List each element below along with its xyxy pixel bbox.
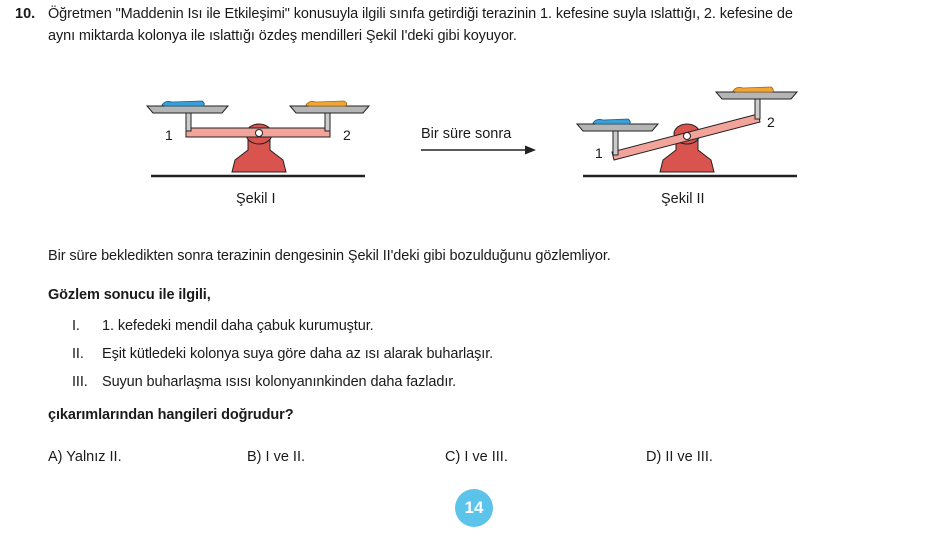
pan-1-label-right: 1 xyxy=(595,145,603,161)
arrow-head-icon xyxy=(525,146,536,155)
caption-sekil-2: Şekil II xyxy=(661,191,705,207)
option-d[interactable] xyxy=(646,449,713,465)
pan-2-left xyxy=(290,106,369,113)
option-b-letter: B) xyxy=(247,449,262,465)
arrow-text: Bir süre sonra xyxy=(421,126,512,142)
pivot-left xyxy=(256,130,263,137)
page-number-badge: 14 xyxy=(455,489,493,527)
pan-1-label-left: 1 xyxy=(165,127,173,143)
pivot-right xyxy=(684,133,691,140)
observation-text: Bir süre bekledikten sonra terazinin dengesinin Şekil II'deki gibi bozulduğunu gözlemliyor. xyxy=(48,248,611,264)
question-number: 10. xyxy=(15,6,36,22)
option-c-letter: C) xyxy=(445,449,461,465)
pan-1-left xyxy=(147,106,228,113)
question-stem-line-1: Öğretmen "Maddenin Isı ile Etkileşimi" konusuyla ilgili sınıfa getirdiği terazinin 1. kefesine suyla ıslattığı, 2. kefesine de xyxy=(48,6,793,22)
lead-in-text: Gözlem sonucu ile ilgili, xyxy=(48,287,211,303)
option-a-text: Yalnız II. xyxy=(66,449,122,465)
orange-cloth-icon xyxy=(306,101,347,106)
pan-2-label-right: 2 xyxy=(767,114,775,130)
option-d-letter: D) xyxy=(646,449,662,465)
option-b-text: I ve II. xyxy=(265,449,306,465)
question-stem-line-2: aynı miktarda kolonya ile ıslattığı özdeş mendilleri Şekil I'deki gibi koyuyor. xyxy=(48,28,517,44)
statement-3 xyxy=(72,374,456,390)
option-c-text: I ve III. xyxy=(464,449,508,465)
prompt-text: çıkarımlarından hangileri doğrudur? xyxy=(48,407,294,423)
statement-3-text: Suyun buharlaşma ısısı kolonyanınkinden daha fazladır. xyxy=(102,374,457,390)
statement-2-text: Eşit kütledeki kolonya suya göre daha az ısı alarak buharlaşır. xyxy=(102,346,494,362)
statement-1 xyxy=(72,318,374,334)
scale-tilted xyxy=(577,87,797,176)
scale-balanced xyxy=(147,101,369,176)
statement-2 xyxy=(72,346,493,362)
statement-2-numeral: II. xyxy=(72,346,84,362)
pan-2-label-left: 2 xyxy=(343,127,351,143)
caption-sekil-1: Şekil I xyxy=(236,191,276,207)
option-d-text: II ve III. xyxy=(665,449,713,465)
option-a-letter: A) xyxy=(48,449,63,465)
balance-figure xyxy=(0,0,946,215)
statement-1-text: 1. kefedeki mendil daha çabuk kurumuştur. xyxy=(102,318,374,334)
pan-1-right xyxy=(577,124,658,131)
pan-2-right xyxy=(716,92,797,99)
orange-cloth-icon-right xyxy=(733,87,773,92)
option-c[interactable] xyxy=(445,449,508,465)
blue-cloth-icon-right xyxy=(593,119,630,124)
option-a[interactable] xyxy=(48,449,122,465)
statement-3-numeral: III. xyxy=(72,374,88,390)
statement-1-numeral: I. xyxy=(72,318,80,334)
blue-cloth-icon xyxy=(162,101,204,106)
option-b[interactable] xyxy=(247,449,305,465)
